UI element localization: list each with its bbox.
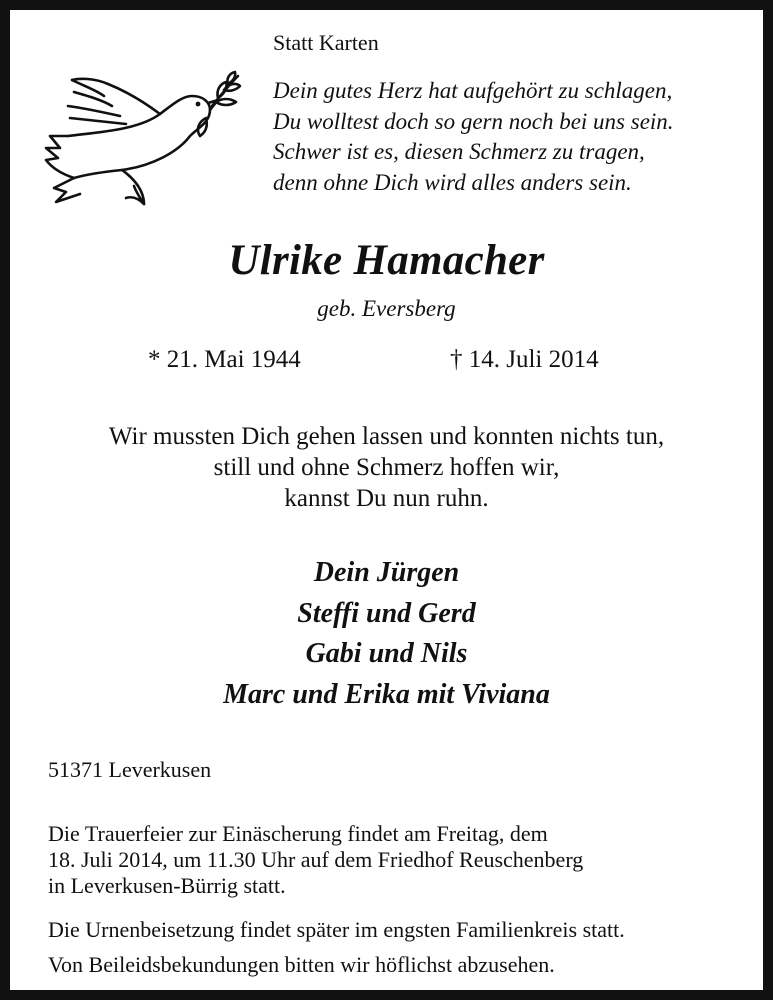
maiden-name: geb. Eversberg [317,296,456,321]
funeral-info-line: Die Trauerfeier zur Einäscherung findet am Freitag, dem [48,821,548,846]
family-list [0,553,773,715]
death-date: † 14. Juli 2014 [450,346,599,373]
funeral-info-line: 18. Juli 2014, um 11.30 Uhr auf dem Friedhof Reuschenberg [48,847,584,872]
city-line: 51371 Leverkusen [48,757,212,782]
urn-burial-note: Die Urnenbeisetzung findet später im engsten Familienkreis statt. [48,917,625,942]
dove-with-olive-branch-icon [40,70,245,210]
family-member: Gabi und Nils [305,638,468,669]
birth-date: * 21. Mai 1944 [148,346,301,373]
funeral-info [48,821,583,899]
verse-line: kannst Du nun ruhn. [284,485,489,512]
deceased-name: Ulrike Hamacher [228,237,545,284]
poem-line: Schwer ist es, diesen Schmerz zu tragen, [273,139,645,164]
poem-line: Du wolltest doch so gern noch bei uns sein. [273,108,674,134]
poem-line: denn ohne Dich wird alles anders sein. [273,169,632,195]
verse [0,421,773,514]
condolence-note: Von Beileidsbekundungen bitten wir höflichst abzusehen. [48,952,555,977]
family-member: Marc und Erika mit Viviana [223,678,550,710]
header-text: Statt Karten [273,30,379,55]
family-member: Steffi und Gerd [297,597,476,629]
family-member: Dein Jürgen [313,557,460,588]
funeral-info-line: in Leverkusen-Bürrig statt. [48,873,286,898]
poem-line: Dein gutes Herz hat aufgehört zu schlagen, [273,78,673,103]
poem [273,76,674,198]
verse-line: Wir mussten Dich gehen lassen und konnten nichts tun, [108,423,665,450]
verse-line: still und ohne Schmerz hoffen wir, [213,454,560,481]
